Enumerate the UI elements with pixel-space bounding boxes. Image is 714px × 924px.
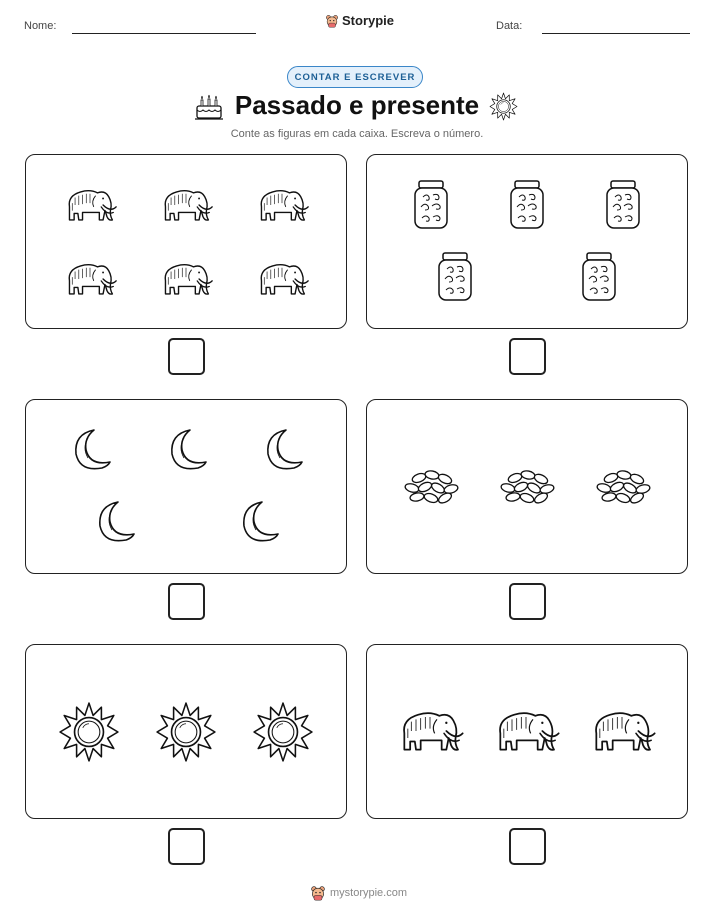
- instructions: Conte as figuras em cada caixa. Escreva o número.: [230, 128, 484, 140]
- date-line[interactable]: [542, 33, 690, 34]
- moon-icon: [236, 498, 280, 546]
- mammoth-icon: [158, 257, 214, 301]
- moon-icon: [164, 426, 208, 474]
- jar-icon: [579, 251, 619, 303]
- seeds-icon: [593, 464, 653, 508]
- answer-box-1[interactable]: [168, 338, 205, 375]
- mammoth-icon: [254, 257, 310, 301]
- moon-icon: [260, 426, 304, 474]
- bear-icon: [325, 14, 339, 28]
- count-box-1: [25, 154, 347, 329]
- mammoth-icon: [587, 705, 657, 757]
- jar-icon: [435, 251, 475, 303]
- count-box-3: [25, 399, 347, 574]
- count-box-2: [366, 154, 688, 329]
- moon-icon: [68, 426, 112, 474]
- count-box-5: [25, 644, 347, 819]
- mammoth-icon: [62, 183, 118, 227]
- count-box-6: [366, 644, 688, 819]
- jar-icon: [411, 179, 451, 231]
- answer-box-2[interactable]: [509, 338, 546, 375]
- sun-icon: [252, 701, 314, 763]
- date-label: Data:: [496, 20, 523, 32]
- jar-icon: [603, 179, 643, 231]
- mammoth-icon: [395, 705, 465, 757]
- moon-icon: [92, 498, 136, 546]
- name-line[interactable]: [72, 33, 256, 34]
- mammoth-icon: [158, 183, 214, 227]
- mammoth-icon: [62, 257, 118, 301]
- sun-icon: [58, 701, 120, 763]
- footer: [310, 885, 407, 901]
- bear-icon: [310, 885, 326, 901]
- mammoth-icon: [491, 705, 561, 757]
- sun-icon: [489, 92, 518, 121]
- seeds-icon: [497, 464, 557, 508]
- count-box-4: [366, 399, 688, 574]
- answer-box-5[interactable]: [168, 828, 205, 865]
- mammoth-icon: [254, 183, 310, 227]
- page-title: Passado e presente: [234, 90, 480, 120]
- answer-box-3[interactable]: [168, 583, 205, 620]
- jar-icon: [507, 179, 547, 231]
- category-badge: CONTAR E ESCREVER: [287, 66, 423, 88]
- brand-name: Storypie: [342, 13, 395, 28]
- name-label: Nome:: [24, 20, 57, 32]
- footer-url[interactable]: mystorypie.com: [330, 887, 408, 899]
- seeds-icon: [401, 464, 461, 508]
- sun-icon: [155, 701, 217, 763]
- answer-box-4[interactable]: [509, 583, 546, 620]
- storypie-logo: [325, 13, 394, 28]
- answer-box-6[interactable]: [509, 828, 546, 865]
